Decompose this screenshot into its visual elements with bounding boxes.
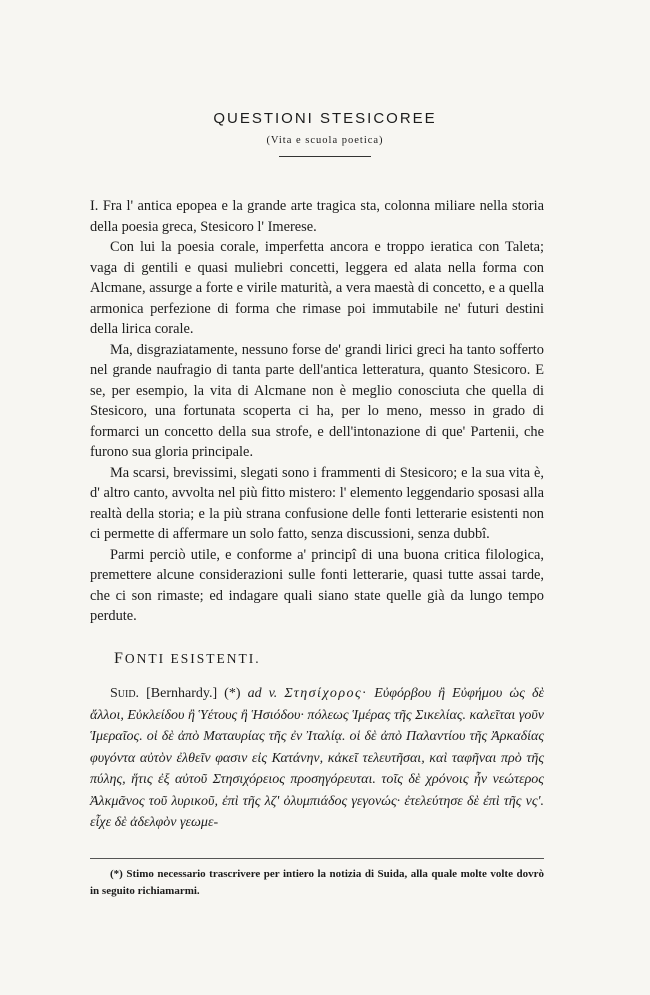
paragraph: I. Fra l' antica epopea e la grande arte tragica sta, colonna miliare nella storia della poesia greca, Stesicoro l' Imerese. (90, 198, 544, 235)
suida-citation (90, 683, 544, 834)
citation-greek-text: Εὐφόρβου ἢ Εὐφήμου ὡς δὲ ἄλλοι, Εὐκλείδου ἢ Ὑέτους ἢ Ἡσιόδου· πόλεως Ἱμέρας τῆς Σικελίας. καλεῖται γοῦν Ἱμεραῖος. οἱ δὲ ἀπὸ Ματαυρίας τῆς ἐν Ἰταλίᾳ. οἱ δὲ ἀπὸ Παλαντίου τῆς Ἀρκαδίας φυγόντα αὐτὸν ἐλθεῖν φασιν εἰς Κατάνην, κἀκεῖ τελευτῆσαι, καὶ ταφῆναι πρὸ τῆς πύλης, ἥτις ἐξ αὐτοῦ Στησιχόρειος προσηγόρευται. τοῖς δὲ χρόνοις ἦν νεώτερος Ἀλκμᾶνος τοῦ λυρικοῦ, ἐπὶ τῆς λζ' ὀλυμπιάδος γεγονώς· ἐτελεύτησε δὲ ἐπὶ τῆς νς'. εἶχε δὲ ἀδελφὸν γεωμε- (90, 686, 544, 830)
section-heading-rest: ONTI ESISTENTI. (124, 651, 261, 666)
citation-paragraph (90, 683, 544, 834)
paragraph: Con lui la poesia corale, imperfetta ancora e troppo ieratica con Taleta; vaga di gentili e quasi muliebri concetti, leggera ed alata nella forma con Alcmane, assurge a forte e virile maturità, a vera maestà di concetto, e a quella armonica perfezione di forma che rimase poi immutabile ne' futuri destini della lirica corale. (90, 239, 544, 337)
section-heading-initial: F (114, 650, 125, 667)
title-rule (279, 156, 371, 157)
footnote-text: (*) Stimo necessario trascrivere per intiero la notizia di Suida, alla quale molte volte dovrò in seguito richiamarmi. (90, 868, 544, 897)
citation-lemma: Στησίχορος· (284, 686, 368, 701)
citation-ref: ad v. (247, 686, 285, 701)
citation-editor: [Bernhardy.] (*) (139, 686, 248, 701)
paragraph: Ma scarsi, brevissimi, slegati sono i frammenti di Stesicoro; e la sua vita è, d' altro canto, avvolta nel più fitto mistero: l' elemento leggendario sposasi alla realtà della storia; e la più strana confusione delle fonti letterarie esistenti non ci permette di affermare un solo fatto, senza discussioni, senza dubbî. (90, 464, 544, 542)
page-subtitle: (Vita e scuola poetica) (266, 135, 384, 146)
body-text (90, 196, 544, 627)
page-title: QUESTIONI STESICOREE (213, 110, 437, 127)
footnote-rule (90, 858, 544, 859)
citation-source: Suid. (110, 686, 140, 701)
section-heading (114, 650, 261, 668)
paragraph: Parmi perciò utile, e conforme a' principî di una buona critica filologica, premettere alcune considerazioni sulle fonti letterarie, quasi tutte assai tarde, che ci son rimaste; ed indagare quali siano state quelle già da lungo tempo perdute. (90, 546, 544, 624)
paragraph: Ma, disgraziatamente, nessuno forse de' grandi lirici greci ha tanto sofferto nel grande naufragio di tanta parte dell'antica letteratura, quanto Stesicoro. E se, per esempio, la vita di Alcmane non è meglio conosciuta che quella di Stesicoro, una fortunata scoperta ci ha, per lo meno, messo in grado di formarci un concetto della sua strofe, e dell'intonazione di que' Partenii, che furono sua gloria principale. (90, 341, 544, 460)
footnote (90, 866, 544, 900)
